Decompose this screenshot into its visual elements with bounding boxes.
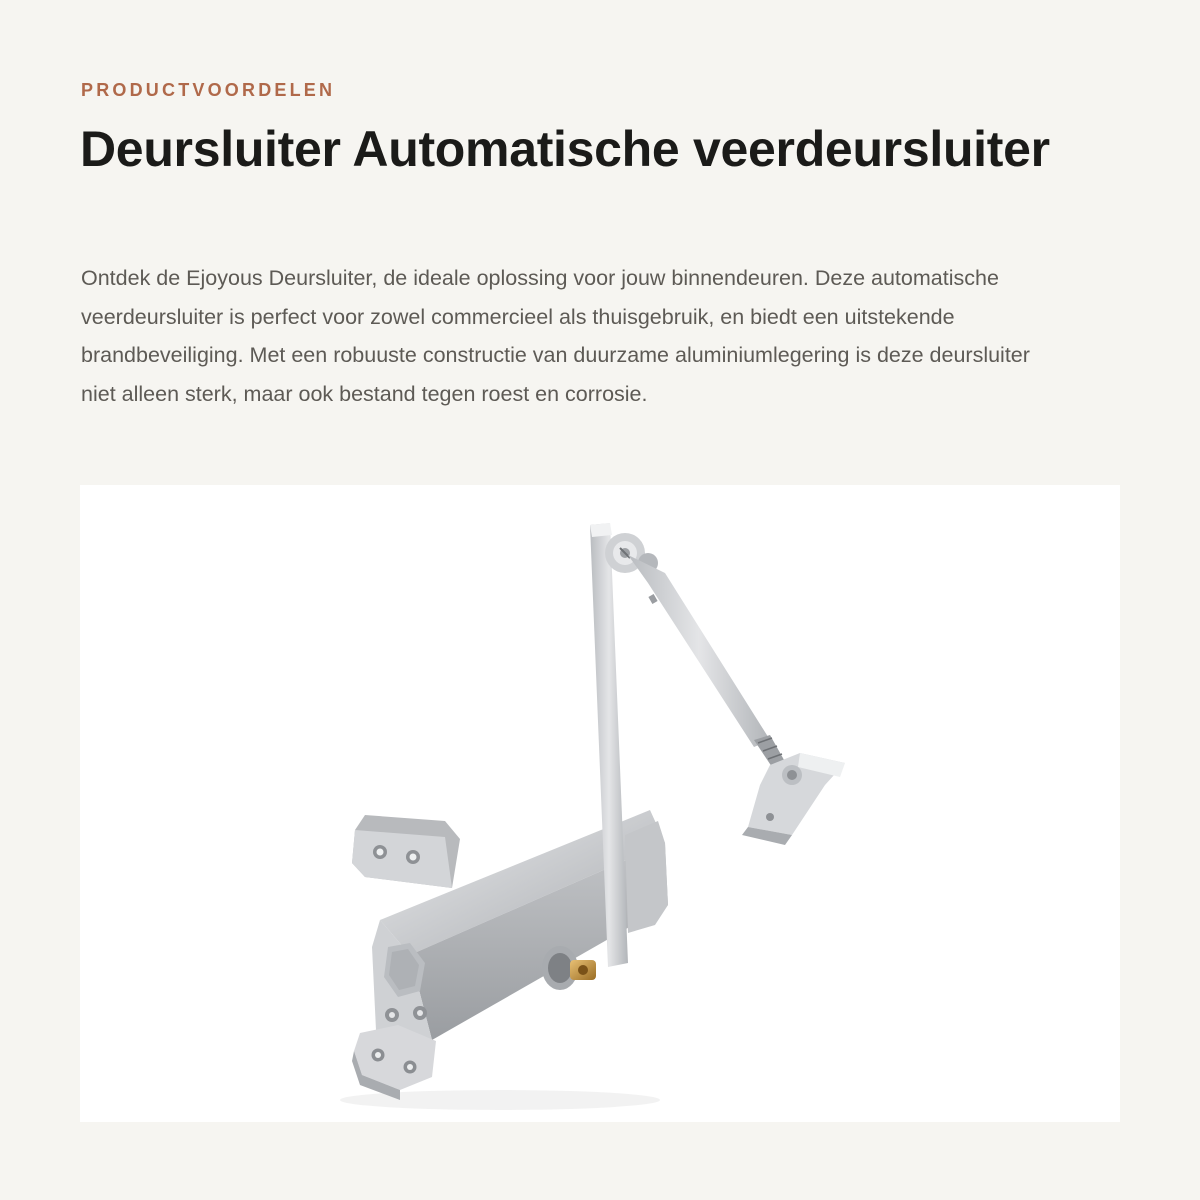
section-eyebrow: PRODUCTVOORDELEN [81, 80, 336, 100]
product-image [80, 485, 1120, 1122]
product-title: Deursluiter Automatische veerdeursluiter [80, 121, 1050, 177]
door-closer-icon [80, 485, 1120, 1122]
product-description: Ontdek de Ejoyous Deursluiter, de ideale oplossing voor jouw binnendeuren. Deze automatische veerdeursluiter is perfect voor zowel commercieel als thuisgebruik, en biedt een uitstekende brandbeveiliging. Met een robuuste constructie van duurzame aluminiumlegering is deze deursluiter niet alleen sterk, maar ook bestand tegen roest en corrosie. [81, 266, 1030, 406]
